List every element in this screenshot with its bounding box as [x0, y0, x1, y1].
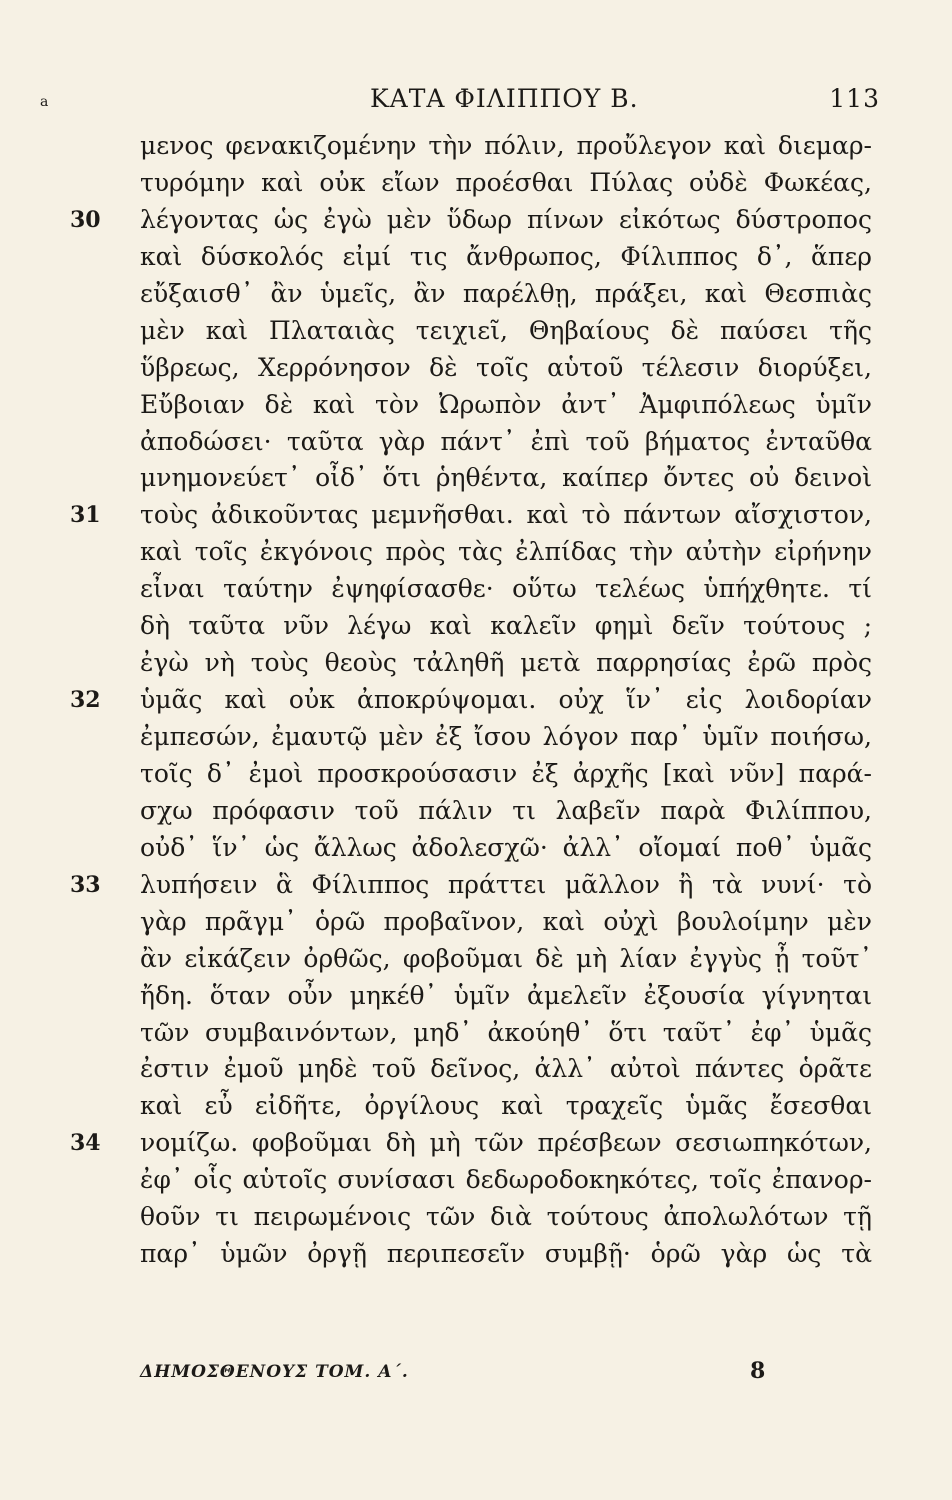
text-line: [0, 571, 952, 608]
text-line: [0, 1125, 952, 1162]
text-line: [0, 387, 952, 424]
text-line: [0, 1236, 952, 1273]
text-line: [0, 165, 952, 202]
printer-signature: ΔΗΜΟΣΘΕΝΟΥΣ ΤΟΜ. Α΄.: [140, 1362, 409, 1382]
text-line: [0, 830, 952, 867]
section-number: 30: [70, 206, 101, 233]
line-text: οὐδ᾽ ἵν᾽ ὡς ἄλλως ἀδολεσχῶ· ἀλλ᾽ οἴομαί ποθ᾽ ὑμᾶς: [140, 832, 872, 862]
line-text: ὕβρεως, Χερρόνησον δὲ τοῖς αὑτοῦ τέλεσιν διορύξει,: [140, 352, 872, 382]
running-header: [40, 84, 880, 118]
line-text: εὔξαισθ᾽ ἂν ὑμεῖς, ἂν παρέλθῃ, πράξει, καὶ Θεσπιὰς: [140, 278, 872, 308]
line-text: ἂν εἰκάζειν ὀρθῶς, φοβοῦμαι δὲ μὴ λίαν ἐγγὺς ᾖ τοῦτ᾽: [140, 943, 872, 973]
line-text: ἤδη. ὅταν οὖν μηκέθ᾽ ὑμῖν ἀμελεῖν ἐξουσία γίγνηται: [140, 980, 872, 1010]
text-line: [0, 460, 952, 497]
text-line: [0, 904, 952, 941]
text-line: [0, 682, 952, 719]
line-text: δὴ ταῦτα νῦν λέγω καὶ καλεῖν φημὶ δεῖν τούτους ;: [140, 611, 872, 641]
text-line: [0, 350, 952, 387]
text-line: [0, 941, 952, 978]
text-line: [0, 313, 952, 350]
line-text: παρ᾽ ὑμῶν ὀργῇ περιπεσεῖν συμβῇ· ὁρῶ γὰρ ὡς τὰ: [140, 1239, 872, 1269]
text-line: [0, 978, 952, 1015]
line-text: σχω πρόφασιν τοῦ πάλιν τι λαβεῖν παρὰ Φιλίππου,: [140, 795, 872, 825]
line-text: ἐμπεσών, ἐμαυτῷ μὲν ἐξ ἴσου λόγον παρ᾽ ὑμῖν ποιήσω,: [140, 722, 872, 751]
section-number: 32: [70, 687, 101, 714]
text-line: [0, 1088, 952, 1125]
line-text: καὶ δύσκολός εἰμί τις ἄνθρωπος, Φίλιππος δ᾽, ἅπερ: [140, 241, 872, 271]
line-text: γὰρ πρᾶγμ᾽ ὁρῶ προβαῖνον, καὶ οὐχὶ βουλοίμην μὲν: [140, 906, 872, 936]
line-text: τοὺς ἀδικοῦντας μεμνῆσθαι. καὶ τὸ πάντων αἴσχιστον,: [140, 500, 872, 530]
text-line: [0, 867, 952, 904]
text-line: [0, 239, 952, 276]
text-line: [0, 128, 952, 165]
line-text: εἶναι ταύτην ἐψηφίσασθε· οὕτω τελέως ὑπήχθητε. τί: [140, 574, 872, 604]
text-line: [0, 1015, 952, 1052]
text-body: [0, 128, 952, 1273]
text-line: [0, 534, 952, 571]
line-text: τῶν συμβαινόντων, μηδ᾽ ἀκούηθ᾽ ὅτι ταῦτ᾽ ἐφ᾽ ὑμᾶς: [140, 1017, 872, 1047]
text-line: [0, 497, 952, 534]
line-text: μὲν καὶ Πλαταιὰς τειχιεῖ, Θηβαίους δὲ παύσει τῆς: [140, 315, 872, 345]
line-text: ἐφ᾽ οἷς αὑτοῖς συνίσασι δεδωροδοκηκότες, τοῖς ἐπανορ-: [140, 1165, 872, 1195]
line-text: τυρόμην καὶ οὐκ εἴων προέσθαι Πύλας οὐδὲ Φωκέας,: [140, 167, 872, 197]
line-text: τοῖς δ᾽ ἐμοὶ προσκρούσασιν ἐξ ἀρχῆς [καὶ νῦν] παρά-: [140, 758, 872, 788]
line-text: λέγοντας ὡς ἐγὼ μὲν ὕδωρ πίνων εἰκότως δύστροπος: [140, 204, 872, 234]
line-text: ἐστιν ἐμοῦ μηδὲ τοῦ δεῖνος, ἀλλ᾽ αὐτοὶ πάντες ὁρᾶτε: [140, 1054, 872, 1084]
text-line: [0, 645, 952, 682]
text-line: [0, 1199, 952, 1236]
page-footer: [140, 1358, 880, 1388]
page-number: 113: [829, 84, 880, 113]
line-text: ὑμᾶς καὶ οὐκ ἀποκρύψομαι. οὐχ ἵν᾽ εἰς λοιδορίαν: [140, 685, 872, 715]
line-text: καὶ εὖ εἰδῆτε, ὀργίλους καὶ τραχεῖς ὑμᾶς ἔσεσθαι: [140, 1091, 872, 1121]
text-line: [0, 608, 952, 645]
line-text: ἀποδώσει· ταῦτα γὰρ πάντ᾽ ἐπὶ τοῦ βήματος ἐνταῦθα: [140, 426, 872, 456]
line-text: νομίζω. φοβοῦμαι δὴ μὴ τῶν πρέσβεων σεσιωπηκότων,: [140, 1128, 872, 1158]
line-text: μενος φενακιζομένην τὴν πόλιν, προὔλεγον καὶ διεμαρ-: [140, 131, 872, 160]
line-text: μνημονεύετ᾽ οἶδ᾽ ὅτι ῥηθέντα, καίπερ ὄντες οὐ δεινοὶ: [140, 463, 872, 493]
text-line: [0, 793, 952, 830]
text-line: [0, 424, 952, 461]
text-line: [0, 756, 952, 793]
text-line: [0, 1051, 952, 1088]
signature-number: 8: [750, 1358, 766, 1384]
line-text: καὶ τοῖς ἐκγόνοις πρὸς τὰς ἐλπίδας τὴν αὐτὴν εἰρήνην: [140, 537, 872, 567]
section-number: 33: [70, 871, 101, 898]
text-line: [0, 276, 952, 313]
running-title: ΚΑΤΑ ΦΙΛΙΠΠΟΥ Β.: [370, 84, 639, 113]
line-text: θοῦν τι πειρωμένοις τῶν διὰ τούτους ἀπολωλότων τῇ: [140, 1202, 872, 1232]
text-line: [0, 719, 952, 756]
text-line: [0, 202, 952, 239]
section-number: 34: [70, 1130, 101, 1157]
line-text: Εὔβοιαν δὲ καὶ τὸν Ὠρωπὸν ἀντ᾽ Ἀμφιπόλεως ὑμῖν: [140, 389, 872, 419]
line-text: ἐγὼ νὴ τοὺς θεοὺς τἀληθῆ μετὰ παρρησίας ἐρῶ πρὸς: [140, 648, 872, 678]
line-text: λυπήσειν ἃ Φίλιππος πράττει μᾶλλον ἢ τὰ νυνί· τὸ: [140, 869, 872, 899]
section-number: 31: [70, 502, 101, 529]
text-line: [0, 1162, 952, 1199]
corner-mark: a: [40, 94, 50, 110]
